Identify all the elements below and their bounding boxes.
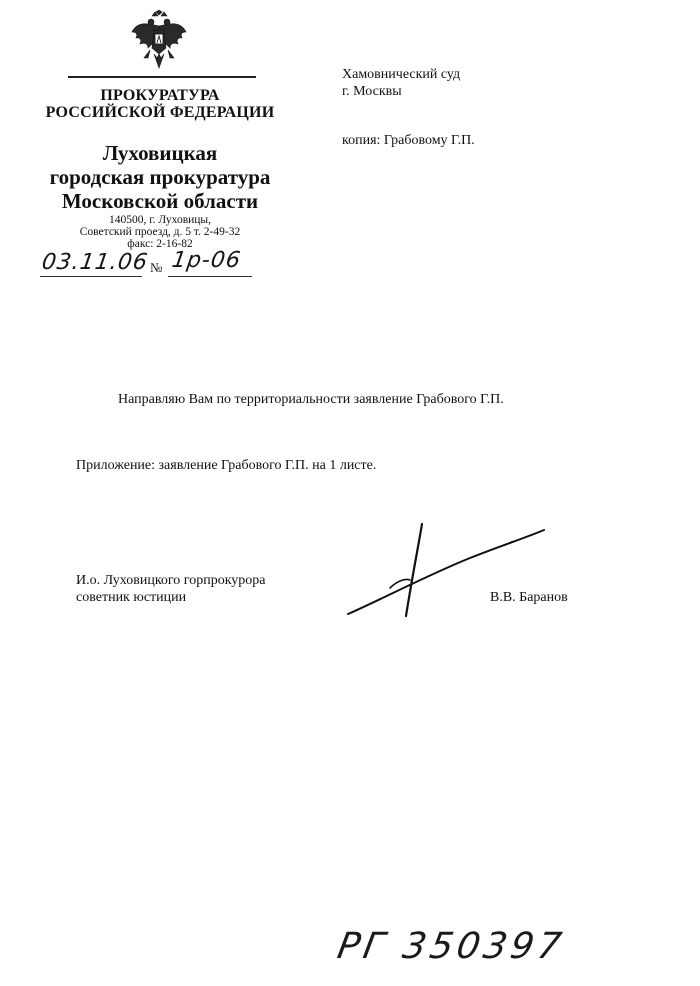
letter-body: Направляю Вам по территориальности заявление Грабового Г.П. (118, 392, 504, 407)
attachment-note: Приложение: заявление Грабового Г.П. на 1 листе. (76, 458, 377, 473)
signer-position-line-2: советник юстиции (76, 590, 187, 605)
dept-name-line-1: Луховицкая (102, 141, 218, 165)
dept-name-line-3: Московской области (61, 189, 259, 213)
signer-name: В.В. Баранов (490, 590, 568, 605)
outgoing-date-underline (40, 276, 142, 277)
copy-recipient: копия: Грабовому Г.П. (342, 133, 475, 148)
dept-name-line-2: городская прокуратура (49, 165, 271, 189)
address-line-3: факс: 2-16-82 (127, 238, 193, 250)
handwritten-signature-icon (330, 518, 550, 626)
addressee-line-1: Хамовнический суд (342, 67, 461, 82)
org-name-line-1: ПРОКУРАТУРА (100, 87, 220, 104)
number-sign: № (150, 260, 163, 275)
address-line-1: 140500, г. Луховицы, (108, 214, 212, 226)
outgoing-number-underline (168, 276, 252, 277)
outgoing-date-handwritten: 03.11.06 (40, 250, 150, 275)
outgoing-number-handwritten: 1р-06 (170, 248, 243, 273)
double-headed-eagle-emblem-icon (128, 10, 190, 72)
addressee-line-2: г. Москвы (342, 84, 402, 99)
registration-handwritten-mark: РГ 350397 (334, 926, 569, 967)
letterhead-divider (68, 76, 256, 78)
address-line-2: Советский проезд, д. 5 т. 2-49-32 (79, 226, 241, 238)
signer-position-line-1: И.о. Луховицкого горпрокурора (76, 573, 266, 588)
org-name-line-2: РОССИЙСКОЙ ФЕДЕРАЦИИ (45, 104, 275, 121)
